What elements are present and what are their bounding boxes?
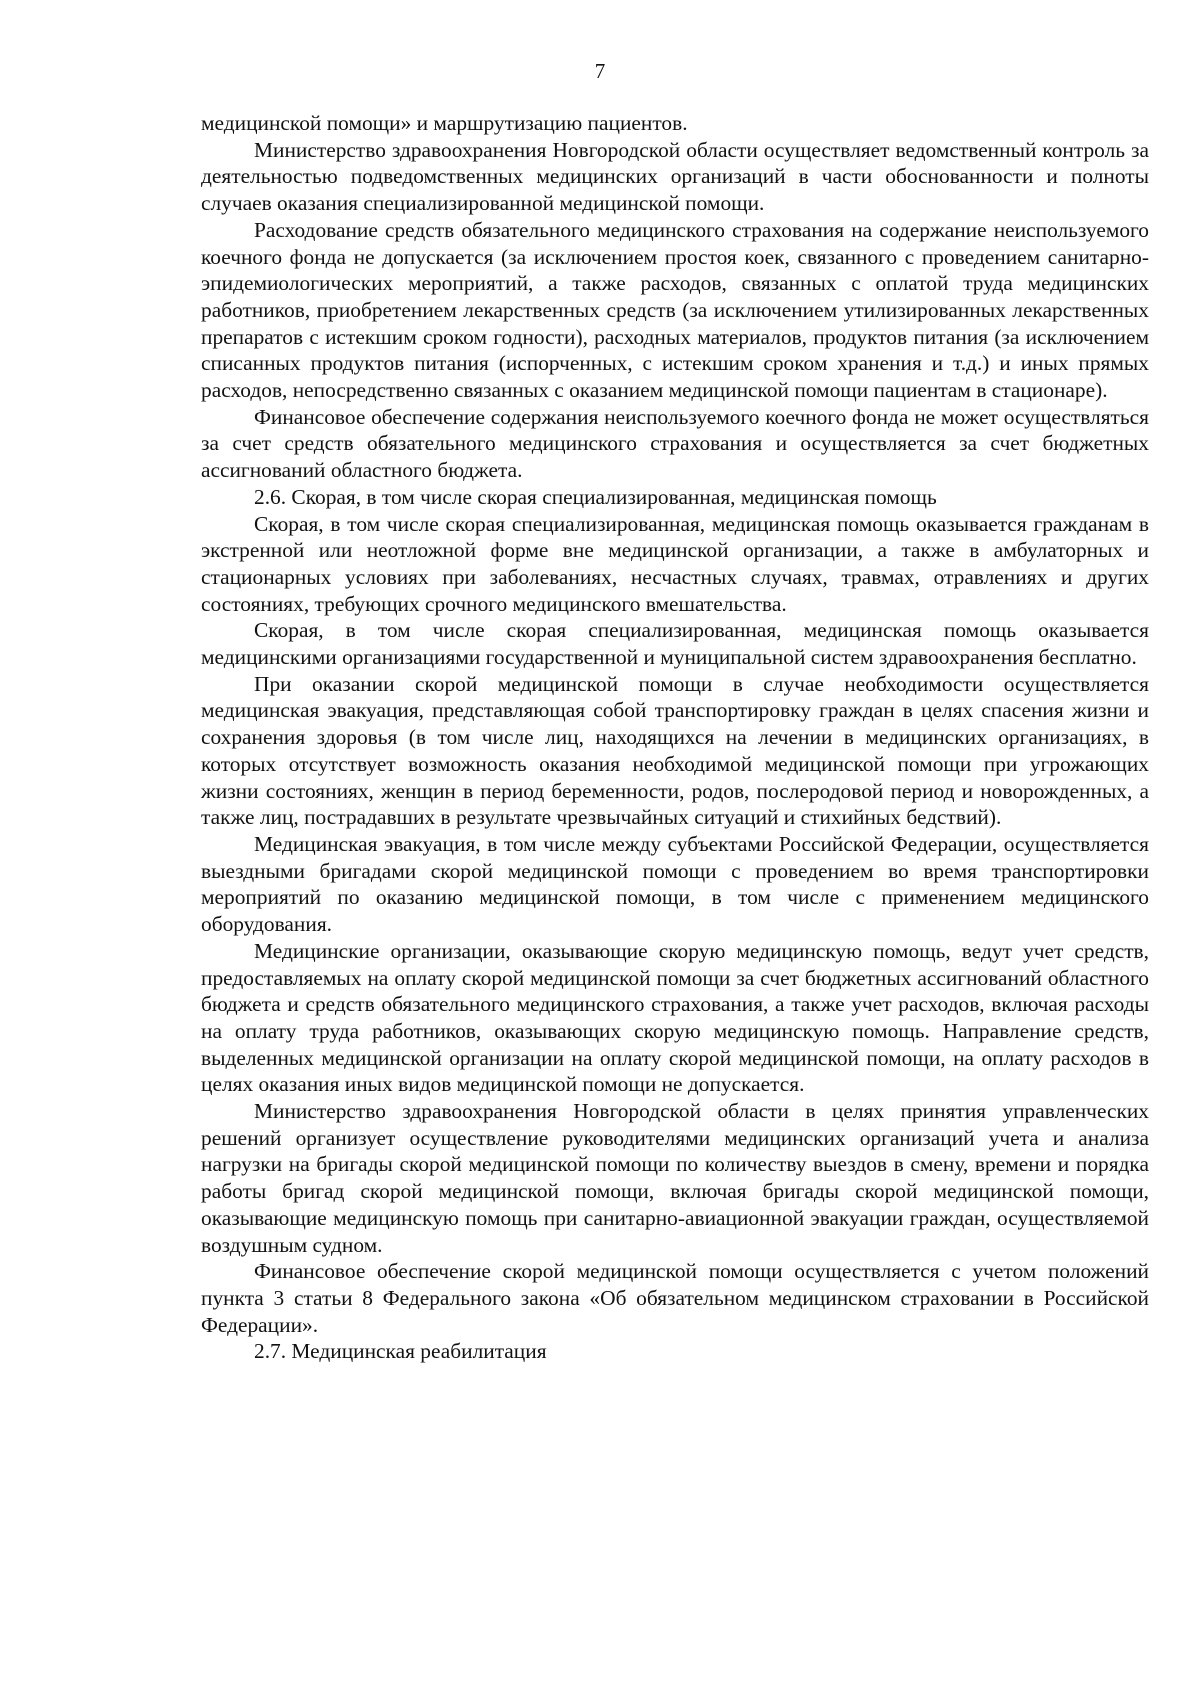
paragraph: Скорая, в том числе скорая специализированная, медицинская помощь оказывается гражданам в экстренной или неотложной форме вне медицинской организации, а также в амбулаторных и стационарных условиях при заболеваниях, несчастных случаях, травмах, отравлениях и других состояниях, требующих срочного медицинского вмешательства. <box>201 511 1149 616</box>
paragraph: При оказании скорой медицинской помощи в случае необходимости осуществляется медицинская эвакуация, представляющая собой транспортировку граждан в целях спасения жизни и сохранения здоровья (в том числе лиц, находящихся на лечении в медицинских организациях, в которых отсутствует возможность оказания необходимой медицинской помощи при угрожающих жизни состояниях, женщин в период беременности, родов, послеродовой период и новорожденных, а также лиц, пострадавших в результате чрезвычайных ситуаций и стихийных бедствий). <box>201 671 1149 830</box>
page-number: 7 <box>594 59 606 83</box>
section-heading: 2.6. Скорая, в том числе скорая специализированная, медицинская помощь <box>254 484 937 509</box>
paragraph: Медицинская эвакуация, в том числе между субъектами Российской Федерации, осуществляется выездными бригадами скорой медицинской помощи с проведением во время транспортировки мероприятий по оказанию медицинской помощи, в том числе с применением медицинского оборудования. <box>201 831 1149 937</box>
paragraph: Медицинские организации, оказывающие скорую медицинскую помощь, ведут учет средств, предоставляемых на оплату скорой медицинской помощи за счет бюджетных ассигнований областного бюджета и средств обязательного медицинского страхования, а также учет расходов, включая расходы на оплату труда работников, оказывающих скорую медицинскую помощь. Направление средств, выделенных медицинской организации на оплату скорой медицинской помощи, на оплату расходов в целях оказания иных видов медицинской помощи не допускается. <box>201 938 1149 1097</box>
paragraph: Министерство здравоохранения Новгородской области осуществляет ведомственный контроль за деятельностью подведомственных медицинских организаций в части обоснованности и полноты случаев оказания специализированной медицинской помощи. <box>201 137 1149 216</box>
paragraph-continuation: медицинской помощи» и маршрутизацию пациентов. <box>201 111 688 135</box>
paragraph: Финансовое обеспечение содержания неиспользуемого коечного фонда не может осуществляться за счет средств обязательного медицинского страхования и осуществляется за счет бюджетных ассигнований областного бюджета. <box>201 404 1149 483</box>
paragraph: Расходование средств обязательного медицинского страхования на содержание неиспользуемого коечного фонда не допускается (за исключением простоя коек, связанного с проведением санитарно-эпидемиологических мероприятий, а также расходов, связанных с оплатой труда медицинских работников, приобретением лекарственных средств (за исключением утилизированных лекарственных препаратов с истекшим сроком годности), расходных материалов, продуктов питания (за исключением списанных продуктов питания (испорченных, с истекшим сроком хранения и т.д.) и иных прямых расходов, непосредственно связанных с оказанием медицинской помощи пациентам в стационаре). <box>201 217 1149 403</box>
section-heading: 2.7. Медицинская реабилитация <box>254 1339 547 1364</box>
paragraph: Министерство здравоохранения Новгородской области в целях принятия управленческих решений организует осуществление руководителями медицинских организаций учета и анализа нагрузки на бригады скорой медицинской помощи по количеству выездов в смену, времени и порядка работы бригад скорой медицинской помощи, включая бригады скорой медицинской помощи, оказывающие медицинскую помощь при санитарно-авиационной эвакуации граждан, осуществляемой воздушным судном. <box>201 1099 1149 1257</box>
document-body <box>201 110 1149 1365</box>
paragraph: Финансовое обеспечение скорой медицинской помощи осуществляется с учетом положений пункта 3 статьи 8 Федерального закона «Об обязательном медицинском страховании в Российской Федерации». <box>201 1259 1149 1337</box>
paragraph: Скорая, в том числе скорая специализированная, медицинская помощь оказывается медицинскими организациями государственной и муниципальной систем здравоохранения бесплатно. <box>201 618 1149 670</box>
